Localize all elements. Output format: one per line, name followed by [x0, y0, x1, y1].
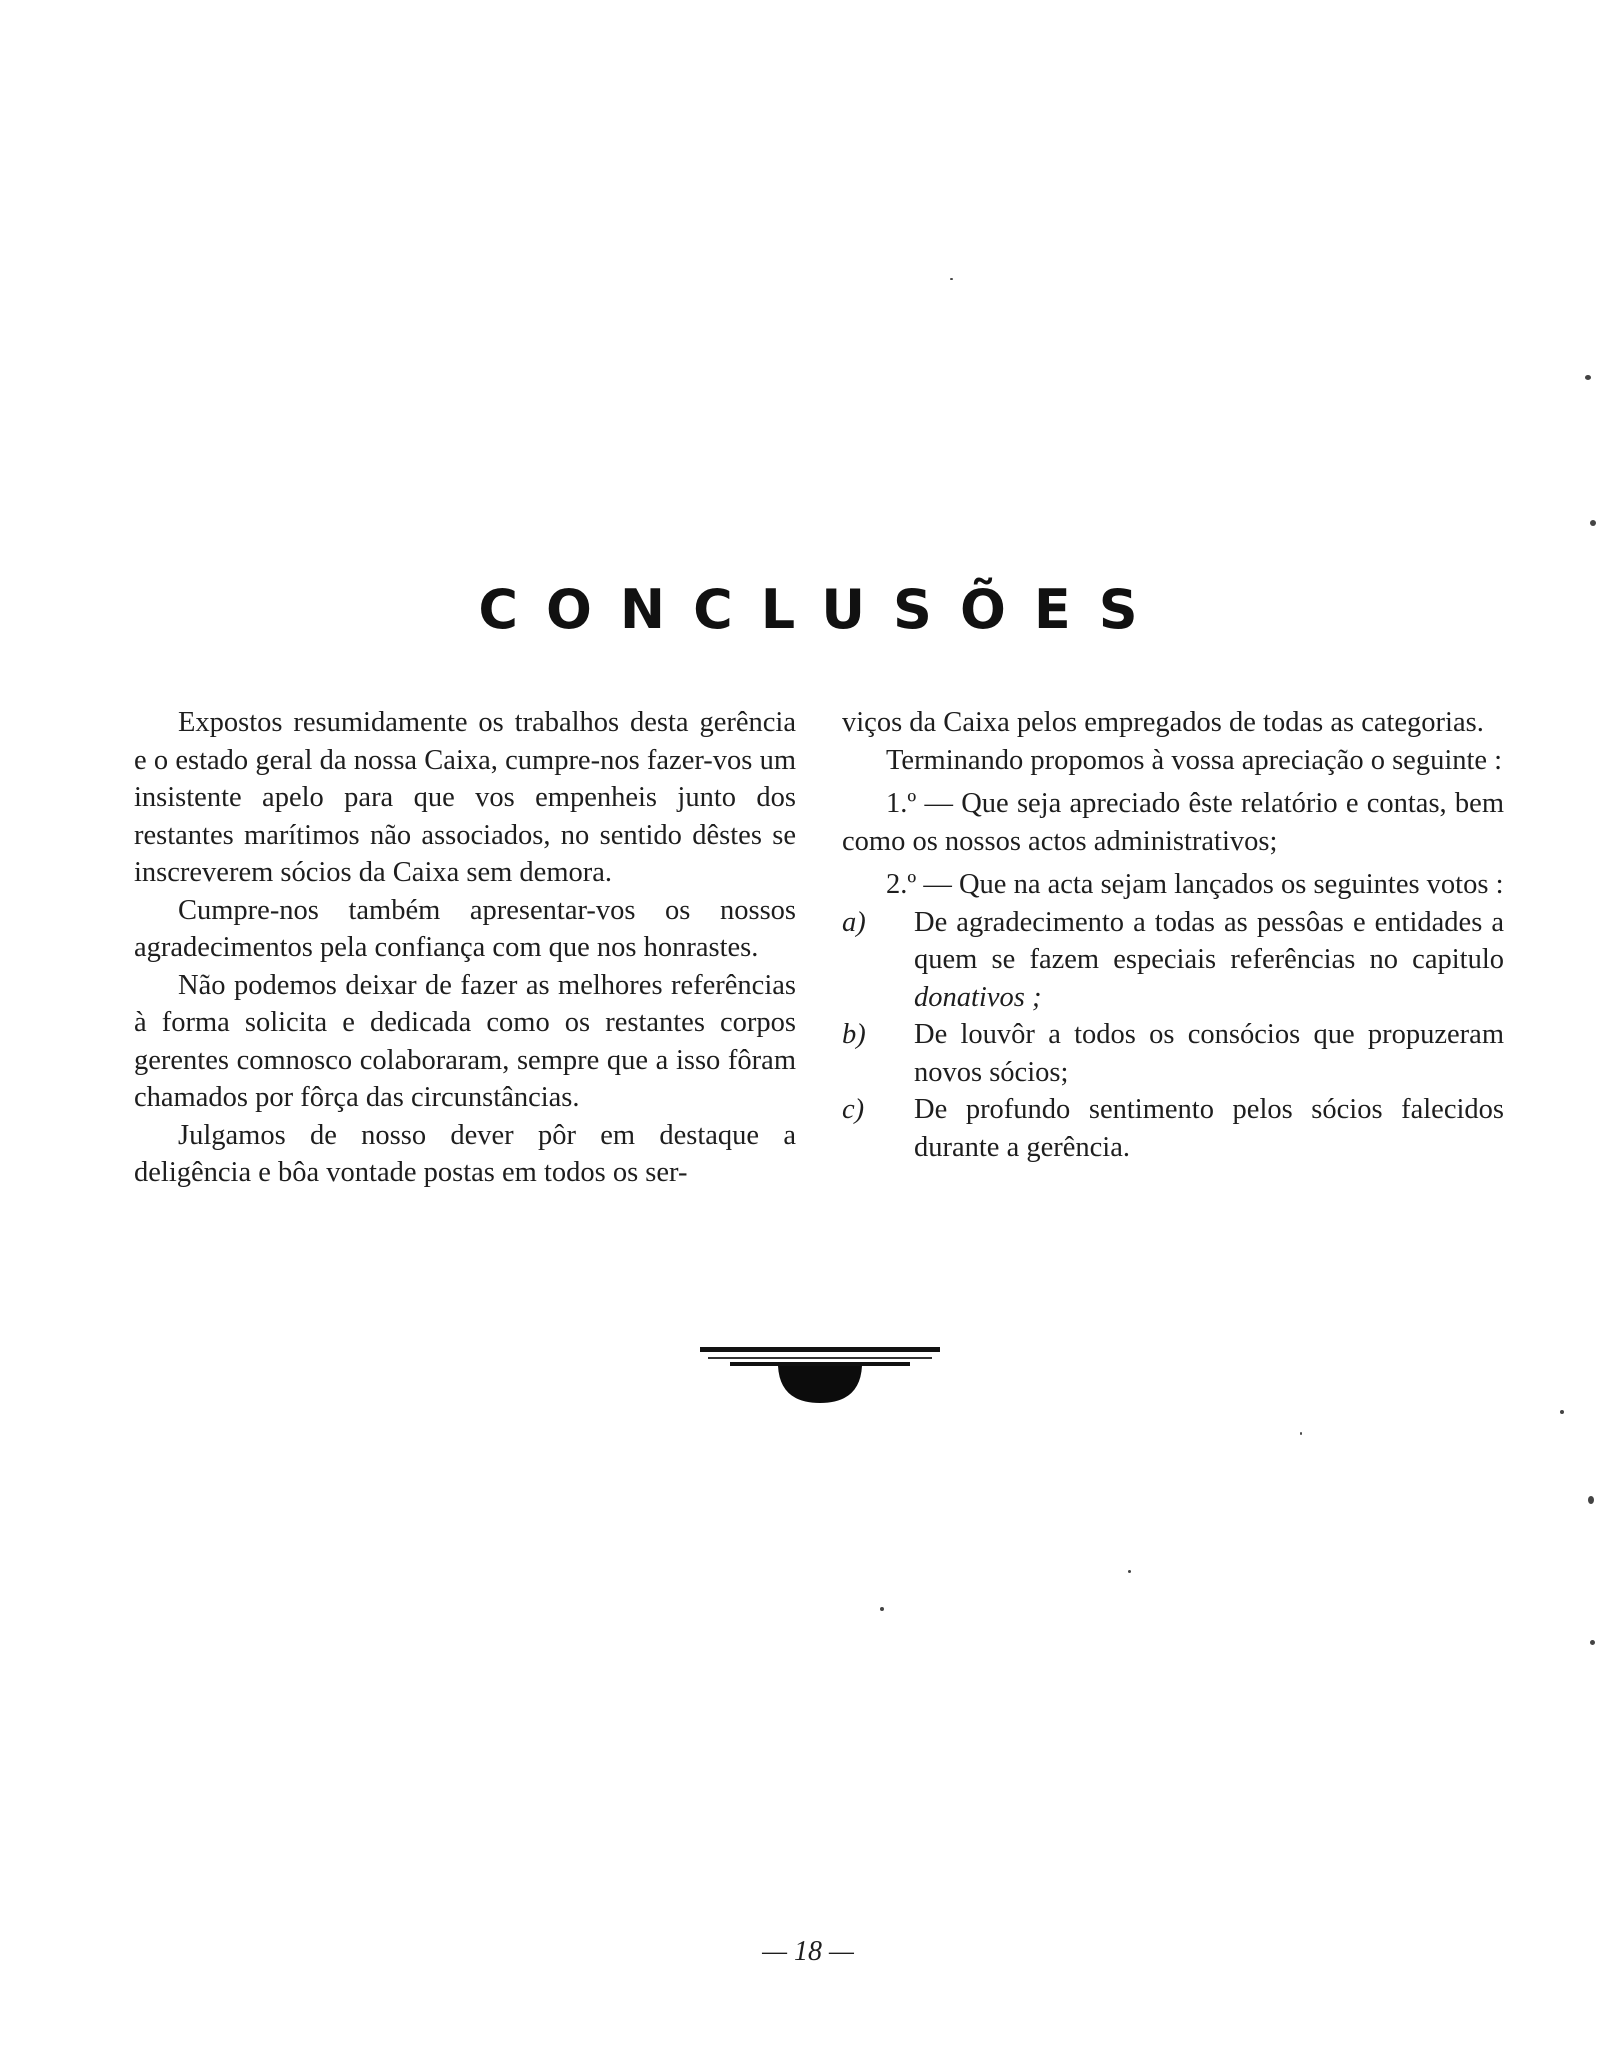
scan-speck	[1560, 1410, 1564, 1414]
scan-speck	[950, 278, 953, 280]
scan-speck	[1585, 375, 1591, 380]
paragraph-continuation: viços da Caixa pelos empregados de todas as categorias.	[842, 707, 1484, 738]
item-label: c)	[842, 1094, 865, 1125]
left-column	[134, 704, 796, 1192]
item-text: De louvôr a todos os consócios que propuzeram novos sócios;	[914, 1019, 1504, 1088]
item-text: De profundo sentimento pelos sócios falecidos durante a gerência.	[914, 1094, 1504, 1163]
point-1: 1.º — Que seja apreciado êste relatório e contas, bem como os nossos actos administrativos;	[842, 788, 1504, 857]
list-item	[842, 904, 1504, 1017]
scan-speck	[1590, 520, 1596, 526]
ornament-divider-icon	[700, 1345, 940, 1405]
paragraph: Julgamos de nosso dever pôr em destaque a deligência e bôa vontade postas em todos os ser-	[134, 1119, 796, 1188]
scan-speck	[1128, 1570, 1131, 1573]
scan-speck	[1300, 1432, 1302, 1435]
paragraph: Terminando propomos à vossa apreciação o seguinte :	[886, 744, 1503, 776]
scan-speck	[1590, 1640, 1595, 1645]
item-label: b)	[842, 1019, 866, 1050]
page-title: CONCLUSÕES	[478, 578, 1166, 641]
point-2: 2.º — Que na acta sejam lançados os seguintes votos :	[886, 869, 1504, 900]
paragraph: Expostos resumidamente os trabalhos desta gerência e o estado geral da nossa Caixa, cumpre-nos fazer-vos um insistente apelo para que vos empenheis junto dos restantes marítimos não associados, no sentido dêstes se inscreverem sócios da Caixa sem demora.	[134, 707, 796, 888]
paragraph: Não podemos deixar de fazer as melhores referências à forma solicita e dedicada como os restantes corpos gerentes comnosco colaboraram, sempre que a isso fôram chamados por fôrça das circunstâncias.	[134, 969, 796, 1113]
list-item	[842, 1016, 1504, 1091]
item-emphasis: donativos ;	[914, 981, 1042, 1013]
item-text: De agradecimento a todas as pessôas e entidades a quem se fazem especiais referências no capitulo	[914, 906, 1504, 975]
page-number: — 18 —	[762, 1936, 854, 1967]
list-item	[842, 1091, 1504, 1166]
scan-speck	[880, 1607, 884, 1611]
scan-speck	[1588, 1496, 1594, 1504]
paragraph: Cumpre-nos também apresentar-vos os nossos agradecimentos pela confiança com que nos honrastes.	[134, 894, 796, 963]
item-label: a)	[842, 906, 866, 938]
right-column	[842, 704, 1504, 1166]
